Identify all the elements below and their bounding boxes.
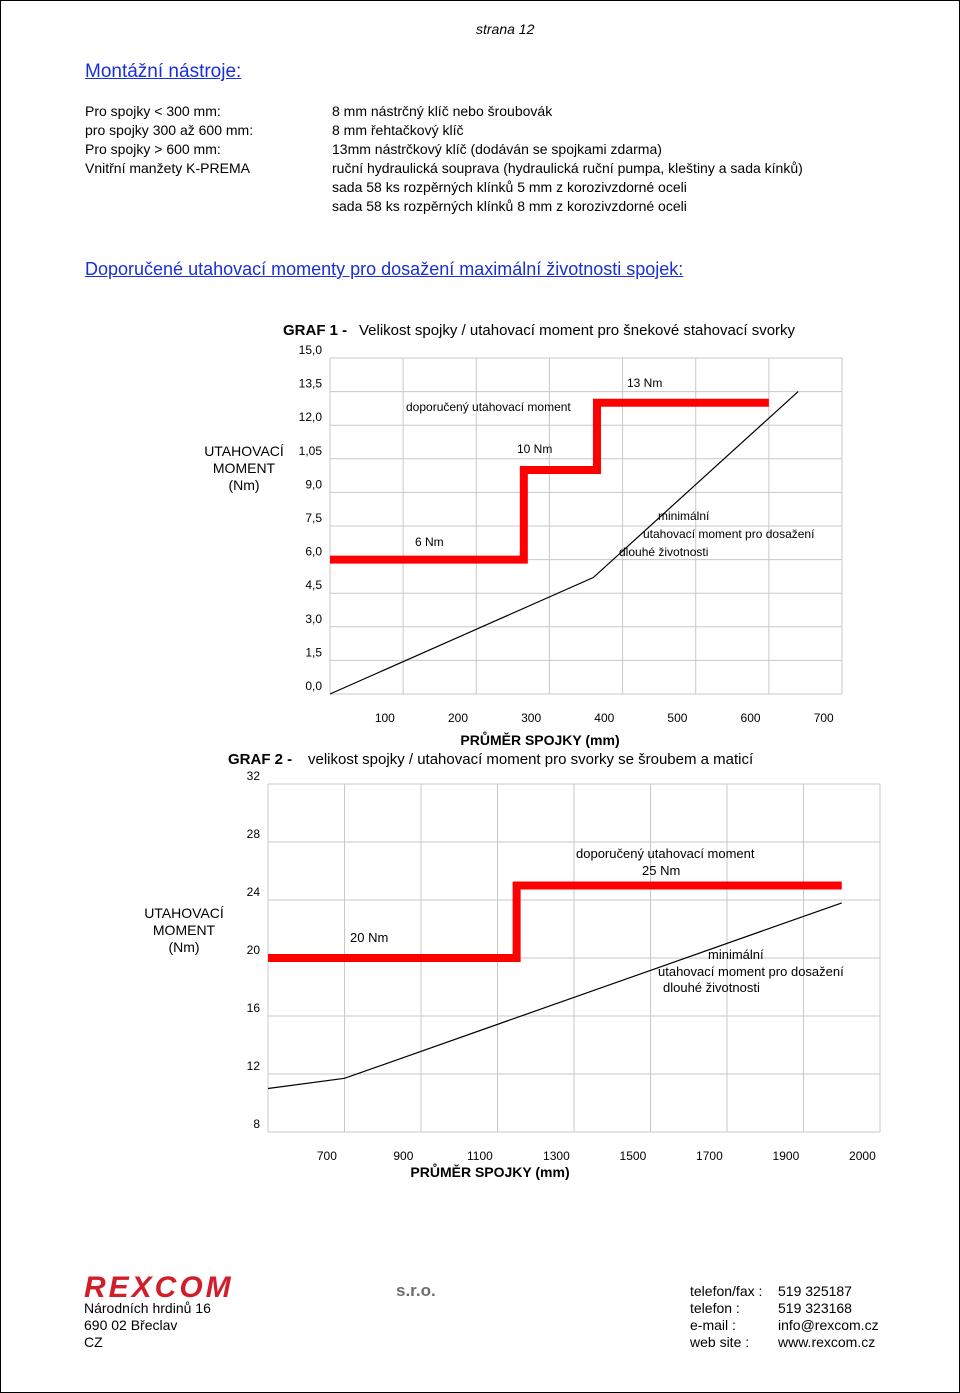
y-tick-label: 4,5 bbox=[305, 578, 322, 593]
tool-category: Vnitřní manžety K-PREMA bbox=[85, 160, 250, 176]
tool-description: 8 mm nástrčný klíč nebo šroubovák bbox=[332, 103, 553, 119]
chart-title: velikost spojky / utahovací moment pro svorky se šroubem a maticí bbox=[308, 751, 754, 768]
page-number: strana 12 bbox=[476, 21, 535, 37]
y-tick-label: 32 bbox=[246, 769, 260, 783]
y-tick-label: 12 bbox=[246, 1059, 260, 1073]
address-country: CZ bbox=[84, 1334, 103, 1350]
y-tick-label: 9,0 bbox=[305, 477, 322, 492]
chart-annotation: minimální bbox=[658, 509, 710, 523]
x-tick-label: 2000 bbox=[849, 1149, 876, 1163]
tool-description: 8 mm řehtačkový klíč bbox=[332, 122, 464, 138]
address-street: Národních hrdinů 16 bbox=[84, 1300, 211, 1316]
y-axis-label: UTAHOVACÍ bbox=[144, 905, 224, 921]
contact-row bbox=[690, 1283, 879, 1300]
x-tick-label: 600 bbox=[740, 711, 761, 725]
y-tick-label: 24 bbox=[246, 885, 260, 899]
tool-description: ruční hydraulická souprava (hydraulická ruční pumpa, kleštiny a sada kínků) bbox=[332, 160, 803, 176]
logo-wordmark: REXCOM bbox=[84, 1274, 234, 1302]
contact-row bbox=[690, 1334, 879, 1351]
company-address bbox=[84, 1300, 211, 1351]
y-axis-label: UTAHOVACÍ bbox=[204, 443, 284, 459]
chart-torque-worm-clamps bbox=[0, 310, 960, 750]
y-tick-label: 0,0 bbox=[305, 679, 322, 693]
tool-description: 13mm nástrčkový klíč (dodáván se spojkami zdarma) bbox=[332, 141, 662, 157]
chart-annotation: 10 Nm bbox=[517, 442, 553, 456]
logo-suffix: s.r.o. bbox=[396, 1281, 436, 1300]
x-tick-label: 200 bbox=[447, 711, 469, 725]
chart-annotation: 20 Nm bbox=[350, 930, 389, 945]
tool-row bbox=[85, 102, 905, 121]
contact-value[interactable]: info@rexcom.cz bbox=[778, 1317, 879, 1333]
x-tick-label: 1300 bbox=[543, 1149, 570, 1163]
x-tick-label: 300 bbox=[521, 711, 542, 725]
chart-annotation: dlouhé životnosti bbox=[663, 980, 760, 995]
series-minimum-line bbox=[330, 392, 798, 694]
tool-description: sada 58 ks rozpěrných klínků 8 mm z korozivzdorné oceli bbox=[332, 198, 687, 214]
x-tick-label: 1100 bbox=[466, 1149, 493, 1163]
contact-row bbox=[690, 1317, 879, 1334]
tool-description: sada 58 ks rozpěrných klínků 5 mm z korozivzdorné oceli bbox=[332, 179, 687, 195]
y-tick-label: 28 bbox=[246, 827, 260, 841]
y-tick-label: 3,0 bbox=[305, 611, 322, 626]
contact-value: 519 325187 bbox=[778, 1283, 852, 1299]
y-tick-label: 1,5 bbox=[305, 645, 322, 660]
chart-annotation: doporučený utahovací moment bbox=[576, 846, 755, 861]
tool-category: Pro spojky > 600 mm: bbox=[85, 141, 221, 157]
contact-value: 519 323168 bbox=[778, 1300, 852, 1316]
y-tick-label: 1,05 bbox=[298, 443, 322, 458]
tool-row bbox=[85, 159, 905, 178]
chart-annotation: dlouhé životnosti bbox=[619, 545, 709, 559]
x-tick-label: 900 bbox=[393, 1149, 414, 1163]
y-tick-label: 16 bbox=[246, 1001, 260, 1015]
x-tick-label: 400 bbox=[594, 711, 615, 725]
y-tick-label: 15,0 bbox=[298, 343, 322, 357]
tool-category: Pro spojky < 300 mm: bbox=[85, 103, 221, 119]
x-tick-label: 1900 bbox=[772, 1149, 800, 1163]
tool-category: pro spojky 300 až 600 mm: bbox=[85, 122, 254, 138]
y-tick-label: 8 bbox=[253, 1117, 260, 1131]
y-axis-label: (Nm) bbox=[168, 939, 200, 955]
y-tick-label: 6,0 bbox=[305, 544, 322, 559]
contact-label: telefon : bbox=[690, 1300, 740, 1316]
chart-title-prefix: GRAF 1 - bbox=[283, 322, 348, 339]
tool-row bbox=[85, 178, 905, 197]
y-axis-label: MOMENT bbox=[152, 922, 216, 938]
y-axis-label: MOMENT bbox=[212, 460, 276, 476]
y-tick-label: 20 bbox=[246, 943, 260, 957]
chart-annotation: utahovací moment pro dosažení bbox=[658, 964, 844, 979]
address-city: 690 02 Břeclav bbox=[84, 1317, 178, 1333]
chart-title: Velikost spojky / utahovací moment pro šnekové stahovací svorky bbox=[359, 322, 796, 339]
contact-label: telefon/fax : bbox=[690, 1283, 763, 1299]
y-axis-label: (Nm) bbox=[228, 477, 260, 493]
contact-value[interactable]: www.rexcom.cz bbox=[778, 1334, 876, 1350]
chart-annotation: doporučený utahovací moment bbox=[406, 400, 571, 414]
tools-section-title: Montážní nástroje: bbox=[85, 61, 242, 82]
x-tick-label: 1500 bbox=[619, 1149, 647, 1163]
chart-annotation: 6 Nm bbox=[415, 535, 444, 549]
x-tick-label: 700 bbox=[316, 1149, 337, 1163]
x-tick-label: 500 bbox=[667, 711, 688, 725]
contact-label: e-mail : bbox=[690, 1317, 736, 1333]
chart-annotation: utahovací moment pro dosažení bbox=[643, 527, 815, 541]
tool-row bbox=[85, 197, 905, 216]
chart-annotation: minimální bbox=[708, 947, 764, 962]
x-tick-label: 700 bbox=[813, 711, 834, 725]
x-tick-label: 100 bbox=[374, 711, 395, 725]
x-axis-label: PRŮMĚR SPOJKY (mm) bbox=[410, 1164, 570, 1180]
tool-category bbox=[85, 197, 332, 216]
y-tick-label: 13,5 bbox=[298, 376, 322, 391]
rexcom-logo bbox=[84, 1274, 464, 1302]
tool-row bbox=[85, 140, 905, 159]
company-contacts bbox=[690, 1283, 879, 1351]
chart-annotation: 25 Nm bbox=[642, 863, 681, 878]
x-tick-label: 1700 bbox=[696, 1149, 723, 1163]
y-tick-label: 7,5 bbox=[305, 511, 322, 525]
tool-row bbox=[85, 121, 905, 140]
tools-list bbox=[85, 102, 905, 216]
y-tick-label: 12,0 bbox=[298, 410, 322, 425]
chart-annotation: 13 Nm bbox=[627, 376, 663, 390]
contact-row bbox=[690, 1300, 879, 1317]
chart-torque-bolt-clamps bbox=[0, 740, 960, 1190]
torque-section-title: Doporučené utahovací momenty pro dosažení maximální životnosti spojek: bbox=[85, 259, 684, 279]
chart-title-prefix: GRAF 2 - bbox=[228, 751, 293, 768]
contact-label: web site : bbox=[690, 1334, 750, 1350]
x-axis-label: PRŮMĚR SPOJKY (mm) bbox=[460, 732, 620, 748]
tool-category bbox=[85, 178, 332, 197]
